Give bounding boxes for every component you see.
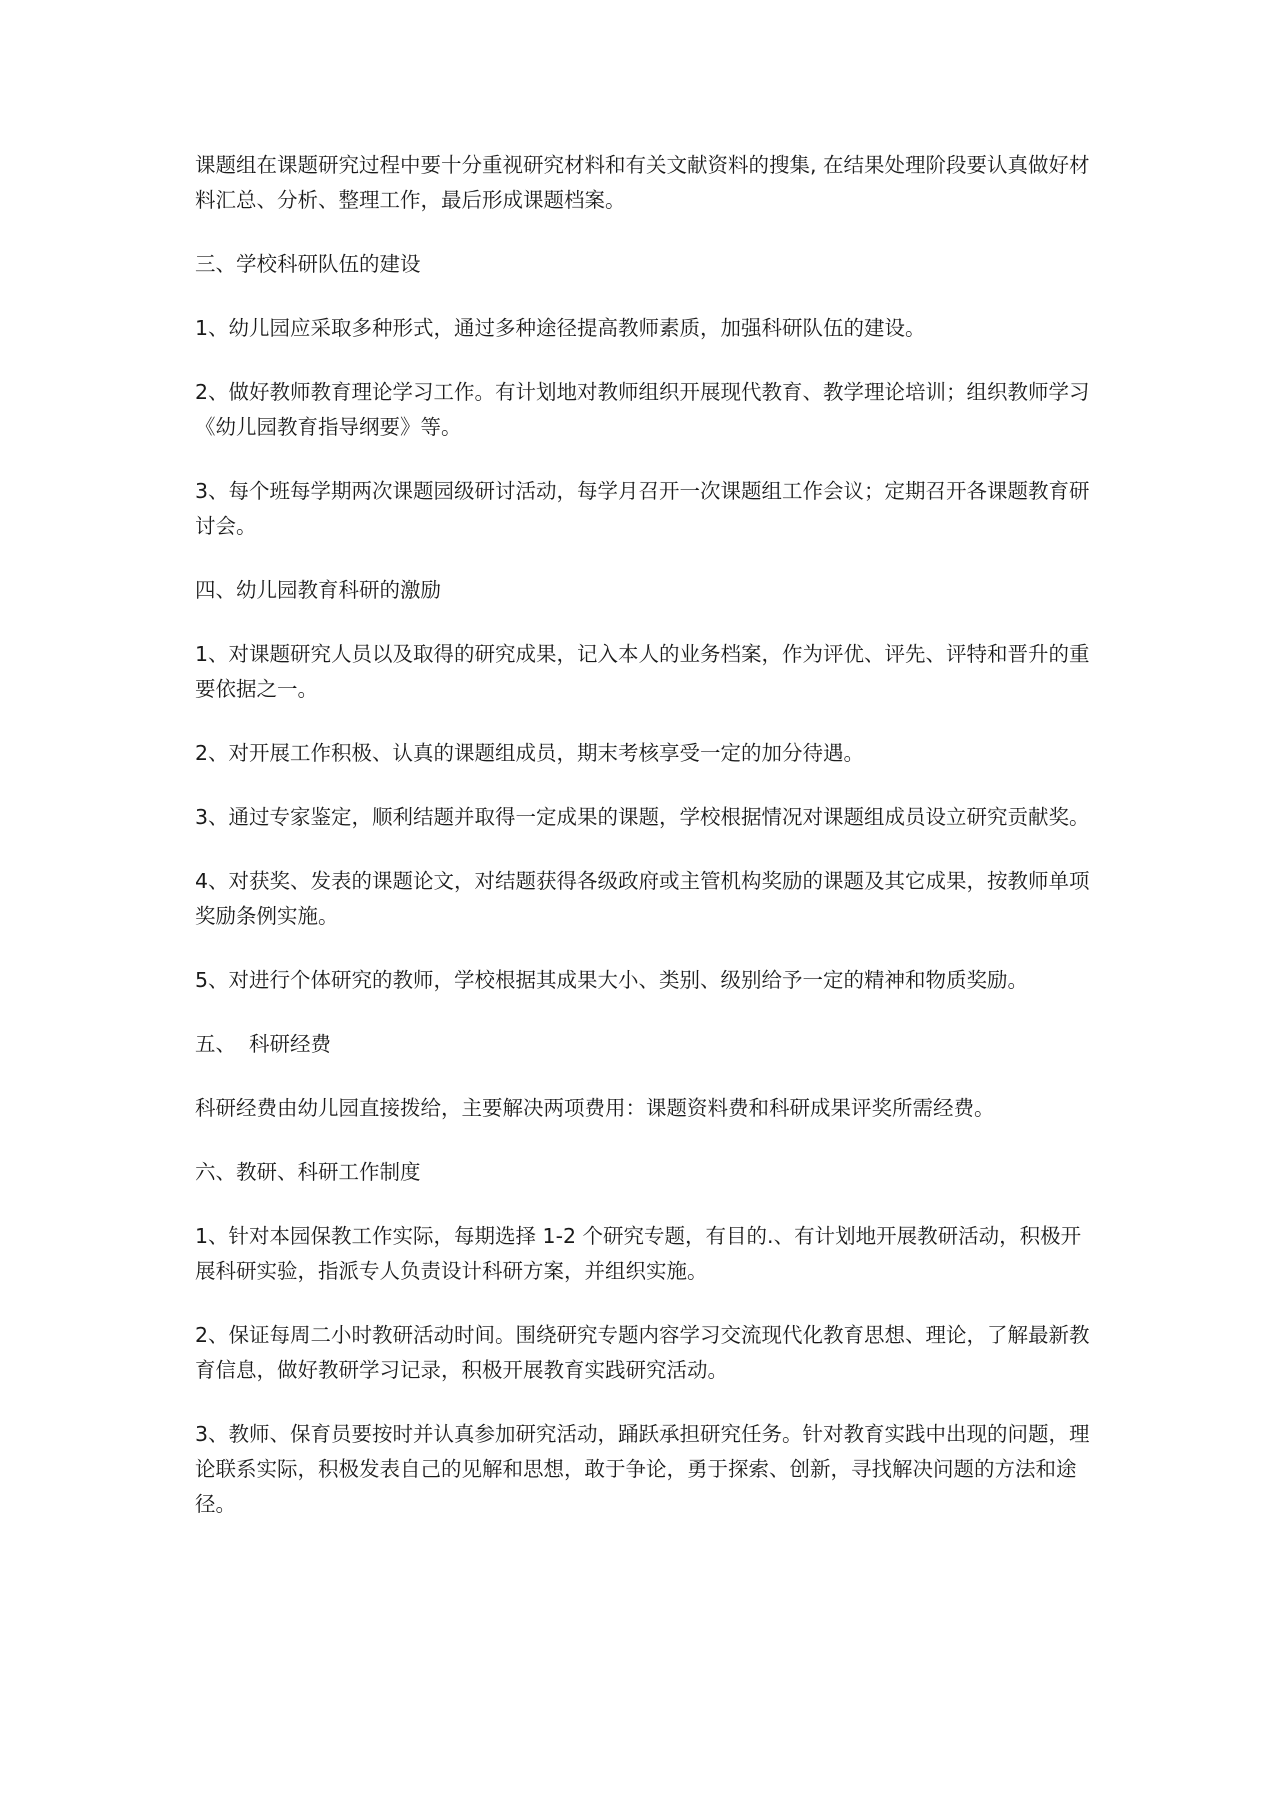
paragraph-funding: 科研经费由幼儿园直接拨给，主要解决两项费用：课题资料费和科研成果评奖所需经费。 <box>195 1096 995 1120</box>
list-item-system-3: 3、教师、保育员要按时并认真参加研究活动，踊跃承担研究任务。针对教育实践中出现的问题，理论联系实际，积极发表自己的见解和思想，敢于争论，勇于探索、创新，寻找解决问题的方法和途径。 <box>195 1422 1090 1516</box>
list-item-incentive-4: 4、对获奖、发表的课题论文，对结题获得各级政府或主管机构奖励的课题及其它成果，按教师单项奖励条例实施。 <box>195 869 1090 928</box>
list-item-incentive-2: 2、对开展工作积极、认真的课题组成员，期末考核享受一定的加分待遇。 <box>195 741 865 765</box>
section-heading-funding: 五、 科研经费 <box>195 1032 332 1056</box>
list-item-incentive-3: 3、通过专家鉴定，顺利结题并取得一定成果的课题，学校根据情况对课题组成员设立研究贡献奖。 <box>195 805 1090 829</box>
list-item-team-3: 3、每个班每学期两次课题园级研讨活动，每学月召开一次课题组工作会议；定期召开各课题教育研讨会。 <box>195 479 1090 538</box>
section-heading-incentives: 四、幼儿园教育科研的激励 <box>195 578 441 602</box>
list-item-system-2: 2、保证每周二小时教研活动时间。围绕研究专题内容学习交流现代化教育思想、理论，了解最新教育信息，做好教研学习记录，积极开展教育实践研究活动。 <box>195 1323 1090 1382</box>
list-item-incentive-5: 5、对进行个体研究的教师，学校根据其成果大小、类别、级别给予一定的精神和物质奖励。 <box>195 968 1029 992</box>
list-item-system-1: 1、针对本园保教工作实际，每期选择 1-2 个研究专题，有目的.、有计划地开展教研活动，积极开展科研实验，指派专人负责设计科研方案，并组织实施。 <box>195 1224 1082 1283</box>
document-body <box>195 148 1095 1551</box>
section-heading-team-building: 三、学校科研队伍的建设 <box>195 252 421 276</box>
paragraph-archive-intro: 课题组在课题研究过程中要十分重视研究材料和有关文献资料的搜集, 在结果处理阶段要认真做好材料汇总、分析、整理工作，最后形成课题档案。 <box>195 153 1090 212</box>
list-item-incentive-1: 1、对课题研究人员以及取得的研究成果，记入本人的业务档案，作为评优、评先、评特和晋升的重要依据之一。 <box>195 642 1090 701</box>
list-item-team-2: 2、做好教师教育理论学习工作。有计划地对教师组织开展现代教育、教学理论培训；组织教师学习《幼儿园教育指导纲要》等。 <box>195 380 1090 439</box>
section-heading-research-system: 六、教研、科研工作制度 <box>195 1160 421 1184</box>
list-item-team-1: 1、幼儿园应采取多种形式，通过多种途径提高教师素质，加强科研队伍的建设。 <box>195 316 926 340</box>
